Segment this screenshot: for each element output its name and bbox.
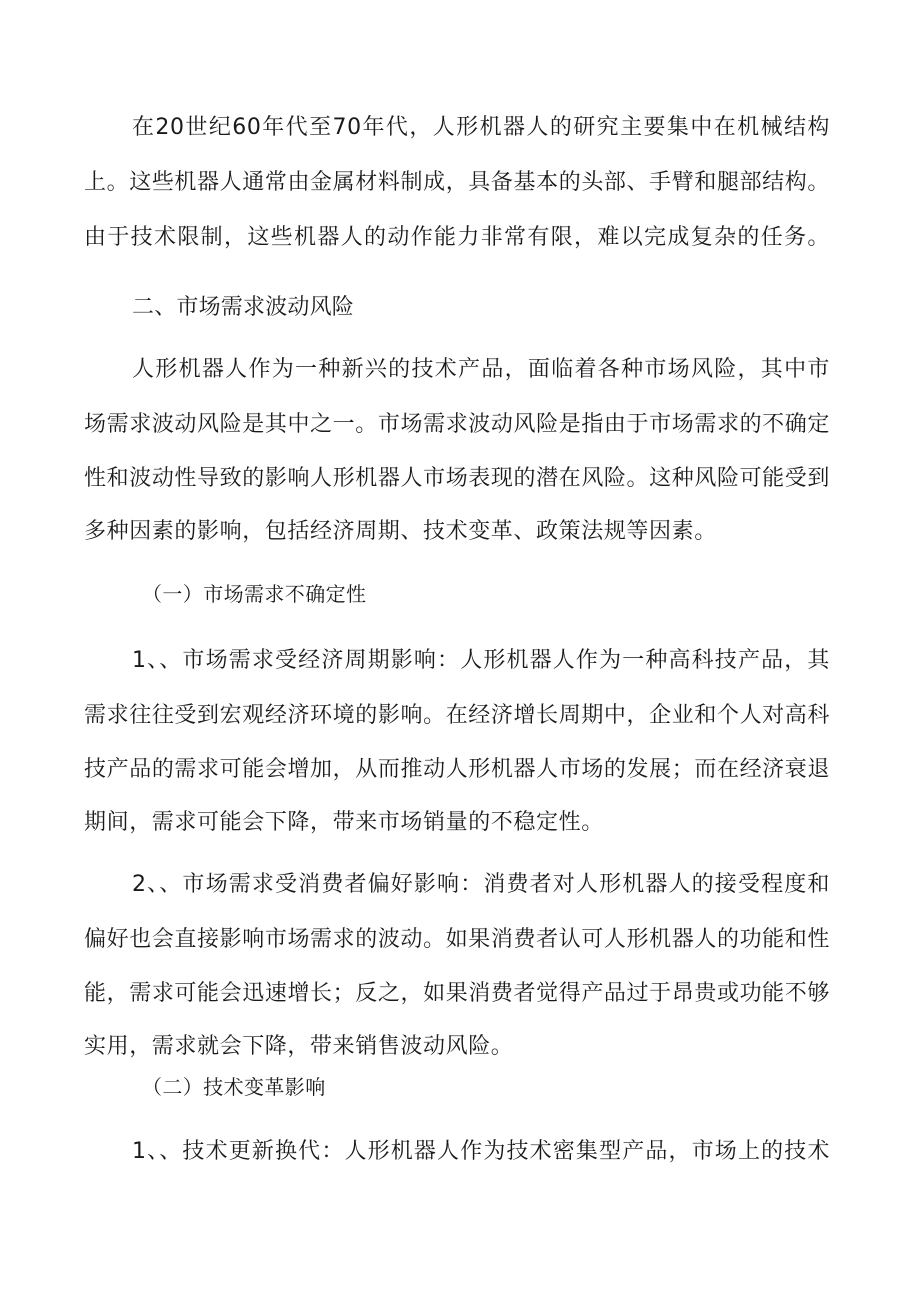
subsection-heading: （二）技术变革影响 [142, 1075, 326, 1099]
section-heading: 二、市场需求波动风险 [132, 295, 355, 320]
paragraph-line: 由于技术限制，这些机器人的动作能力非常有限，难以完成复杂的任务。 [84, 225, 830, 250]
paragraph-line: 需求往往受到宏观经济环境的影响。在经济增长周期中，企业和个人对高科 [84, 703, 830, 728]
subsection-heading: （一）市场需求不确定性 [142, 582, 367, 606]
paragraph-line: 上。这些机器人通常由金属材料制成，具备基本的头部、手臂和腿部结构。 [84, 170, 830, 195]
paragraph-line: 性和波动性导致的影响人形机器人市场表现的潜在风险。这种风险可能受到 [84, 466, 830, 491]
paragraph-line: 多种因素的影响，包括经济周期、技术变革、政策法规等因素。 [84, 519, 717, 544]
paragraph-line: 期间，需求可能会下降，带来市场销量的不稳定性。 [84, 810, 604, 835]
paragraph-line: 技产品的需求可能会增加，从而推动人形机器人市场的发展；而在经济衰退 [84, 757, 830, 782]
paragraph-line: 场需求波动风险是其中之一。市场需求波动风险是指由于市场需求的不确定 [84, 412, 830, 437]
paragraph-line: 1、、市场需求受经济周期影响：人形机器人作为一种高科技产品，其 [132, 648, 830, 673]
paragraph-line: 2、、市场需求受消费者偏好影响：消费者对人形机器人的接受程度和 [132, 872, 830, 897]
paragraph-line: 1、、技术更新换代：人形机器人作为技术密集型产品，市场上的技术 [132, 1139, 830, 1164]
paragraph-line: 人形机器人作为一种新兴的技术产品，面临着各种市场风险，其中市 [132, 357, 830, 382]
paragraph-line: 在20世纪60年代至70年代，人形机器人的研究主要集中在机械结构 [132, 115, 830, 140]
paragraph-line: 偏好也会直接影响市场需求的波动。如果消费者认可人形机器人的功能和性 [84, 927, 830, 952]
paragraph-line: 实用，需求就会下降，带来销售波动风险。 [84, 1034, 514, 1059]
paragraph-line: 能，需求可能会迅速增长；反之，如果消费者觉得产品过于昂贵或功能不够 [84, 981, 830, 1006]
